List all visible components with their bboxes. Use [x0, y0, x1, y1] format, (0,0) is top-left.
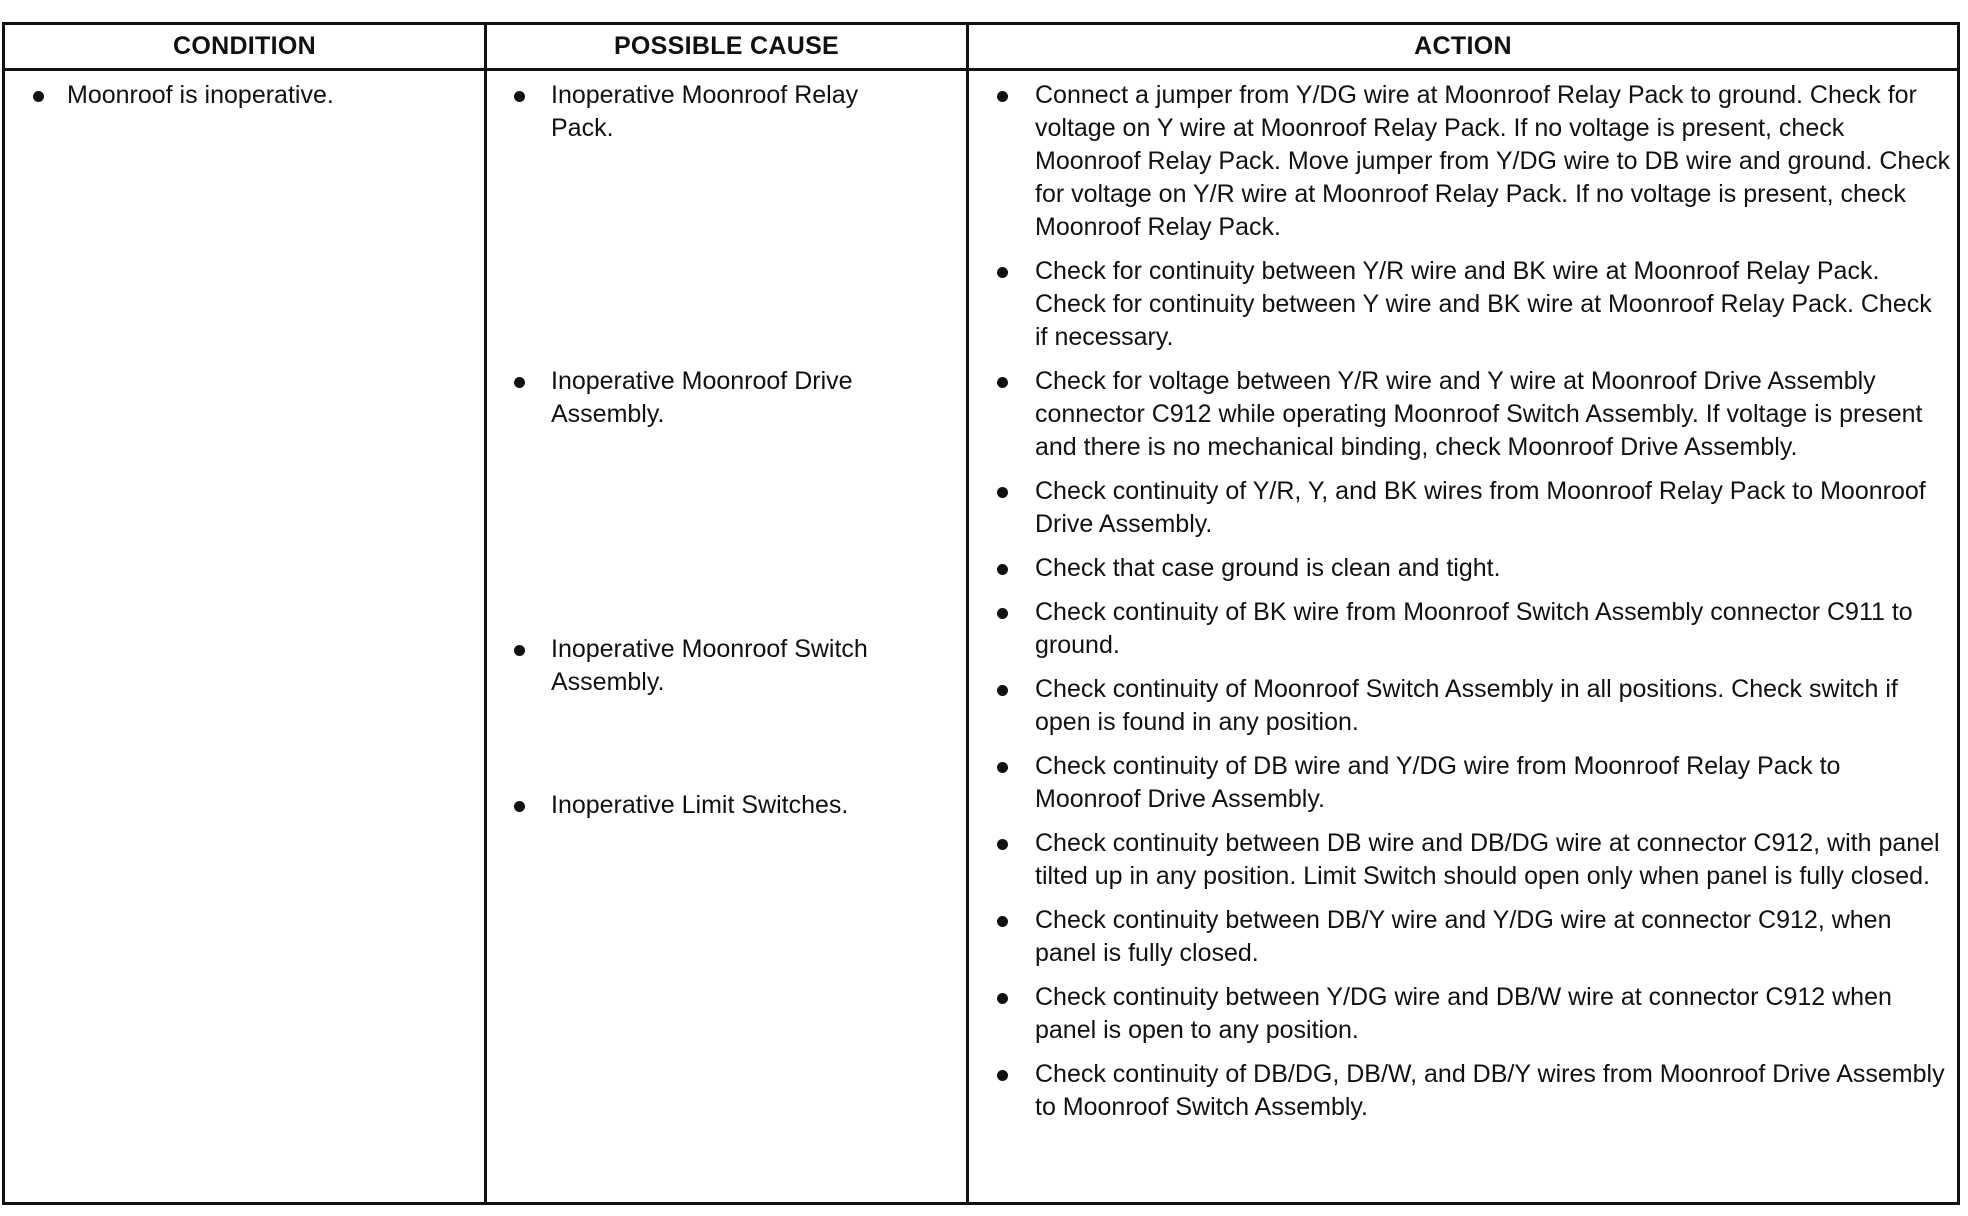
action-item	[969, 904, 1957, 970]
action-header: ACTION	[969, 25, 1957, 71]
possible-cause-cell	[487, 71, 969, 1202]
action-text: Check that case ground is clean and tight.	[1035, 554, 1501, 582]
action-text: Check for continuity between Y/R wire and BK wire at Moonroof Relay Pack. Check for continuity between Y wire and BK wire at Moonroof Relay Pack. Check if necessary.	[1035, 257, 1932, 351]
condition-cell	[5, 71, 487, 1202]
action-item	[969, 827, 1957, 893]
bullet-icon	[997, 91, 1008, 102]
bullet-icon	[997, 993, 1008, 1004]
bullet-icon	[514, 91, 525, 102]
action-text: Check continuity of DB/DG, DB/W, and DB/Y wires from Moonroof Drive Assembly to Moonroof Switch Assembly.	[1035, 1060, 1945, 1121]
action-item	[969, 981, 1957, 1047]
action-text: Check continuity of DB wire and Y/DG wire from Moonroof Relay Pack to Moonroof Drive Assembly.	[1035, 752, 1841, 813]
condition-item	[5, 79, 484, 112]
action-item	[969, 79, 1957, 244]
bullet-icon	[997, 762, 1008, 773]
possible-cause-header: POSSIBLE CAUSE	[487, 25, 969, 71]
action-item	[969, 596, 1957, 662]
cause-text: Inoperative Moonroof Drive Assembly.	[551, 367, 853, 428]
cause-text: Inoperative Moonroof Switch Assembly.	[551, 635, 868, 696]
bullet-icon	[997, 685, 1008, 696]
condition-header: CONDITION	[5, 25, 487, 71]
action-text: Check continuity of Moonroof Switch Assembly in all positions. Check switch if open is found in any position.	[1035, 675, 1898, 736]
action-text: Check continuity between DB/Y wire and Y/DG wire at connector C912, when panel is fully closed.	[1035, 906, 1892, 967]
action-item	[969, 552, 1957, 585]
action-item	[969, 365, 1957, 464]
action-text: Connect a jumper from Y/DG wire at Moonroof Relay Pack to ground. Check for voltage on Y wire at Moonroof Relay Pack. If no voltage is present, check Moonroof Relay Pack. Move jumper from Y/DG wire to DB wire and ground. Check for voltage on Y/R wire at Moonroof Relay Pack. If no voltage is present, check Moonroof Relay Pack.	[1035, 81, 1951, 241]
cause-text: Inoperative Limit Switches.	[551, 791, 849, 819]
bullet-icon	[997, 487, 1008, 498]
action-text: Check continuity between DB wire and DB/DG wire at connector C912, with panel tilted up in any position. Limit Switch should open only when panel is fully closed.	[1035, 829, 1940, 890]
action-text: Check continuity between Y/DG wire and DB/W wire at connector C912 when panel is open to any position.	[1035, 983, 1892, 1044]
action-cell	[969, 71, 1957, 1202]
cause-item	[487, 79, 966, 145]
action-text: Check for voltage between Y/R wire and Y wire at Moonroof Drive Assembly connector C912 while operating Moonroof Switch Assembly. If voltage is present and there is no mechanical binding, check Moonroof Drive Assembly.	[1035, 367, 1923, 461]
bullet-icon	[997, 267, 1008, 278]
action-item	[969, 1058, 1957, 1124]
bullet-icon	[514, 801, 525, 812]
diagnosis-table	[2, 22, 1960, 1205]
action-item	[969, 475, 1957, 541]
cause-text: Inoperative Moonroof Relay Pack.	[551, 81, 859, 142]
cause-item	[487, 789, 966, 822]
bullet-icon	[33, 91, 44, 102]
bullet-icon	[997, 1070, 1008, 1081]
bullet-icon	[997, 608, 1008, 619]
condition-text: Moonroof is inoperative.	[67, 81, 334, 109]
action-item	[969, 750, 1957, 816]
bullet-icon	[997, 564, 1008, 575]
bullet-icon	[514, 377, 525, 388]
bullet-icon	[997, 377, 1008, 388]
action-item	[969, 673, 1957, 739]
bullet-icon	[997, 916, 1008, 927]
cause-item	[487, 633, 966, 699]
bullet-icon	[514, 645, 525, 656]
action-item	[969, 255, 1957, 354]
action-text: Check continuity of Y/R, Y, and BK wires from Moonroof Relay Pack to Moonroof Drive Assembly.	[1035, 477, 1926, 538]
action-text: Check continuity of BK wire from Moonroof Switch Assembly connector C911 to ground.	[1035, 598, 1913, 659]
cause-item	[487, 365, 966, 431]
bullet-icon	[997, 839, 1008, 850]
